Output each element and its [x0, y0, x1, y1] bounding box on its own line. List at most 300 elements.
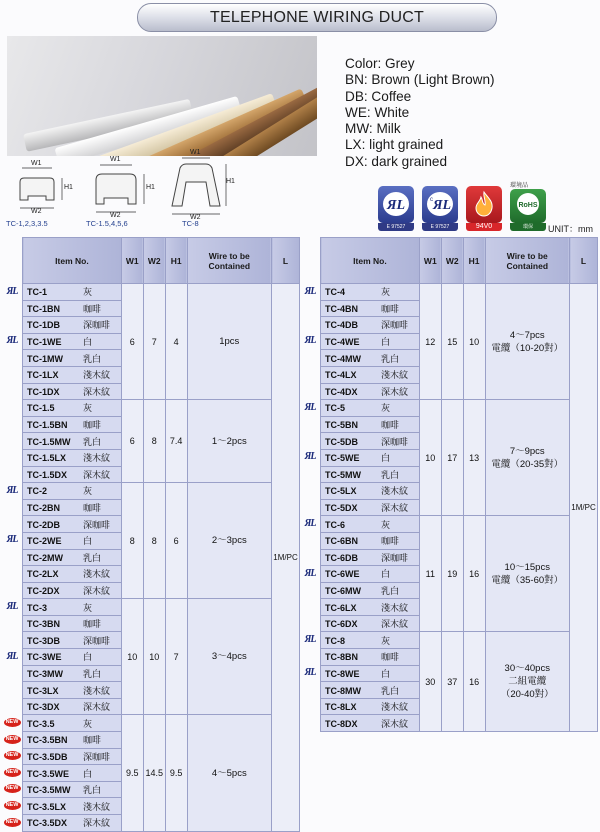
new-badge-icon: NEW [4, 768, 21, 777]
dim-h1-cell: 10 [463, 284, 485, 400]
item-color-name: 深木紋 [83, 818, 111, 829]
item-code: TC-6BN [325, 536, 358, 547]
color-legend-line: MW: Milk [345, 121, 401, 137]
wire-capacity-cell [485, 632, 569, 732]
item-code: TC-3.5DX [27, 818, 68, 829]
color-legend-line: LX: light grained [345, 137, 444, 153]
header-item-no: Item No. [23, 238, 122, 284]
rohs-icon [510, 189, 546, 223]
item-color-name: 乳白 [83, 552, 102, 563]
w2-label: W2 [31, 208, 42, 215]
item-code: TC-8LX [325, 702, 357, 713]
item-color-name: 灰 [381, 635, 391, 646]
rohs-top-label: 環境品 [510, 182, 529, 189]
item-code: TC-6MW [325, 585, 361, 596]
color-legend-line: Color: Grey [345, 56, 415, 71]
item-color-name: 深咖啡 [381, 436, 409, 447]
item-cell [321, 582, 420, 599]
header-w1: W1 [121, 238, 143, 284]
dim-w1-cell: 6 [121, 400, 143, 483]
wire-capacity-line: 30～40pcs [504, 663, 550, 675]
wire-capacity-line: 電纜（10-20對） [491, 342, 564, 354]
item-cell [23, 483, 122, 500]
item-color-name: 深木紋 [381, 386, 409, 397]
item-code: TC-1LX [27, 370, 59, 381]
item-code: TC-1 [27, 287, 47, 298]
item-code: TC-1.5MW [27, 436, 71, 447]
header-h1: H1 [463, 238, 485, 284]
dim-w1-cell: 11 [419, 516, 441, 632]
item-cell [321, 350, 420, 367]
item-code: TC-3.5MW [27, 785, 71, 796]
certification-marks [378, 182, 548, 232]
color-legend-line: DB: Coffee [345, 88, 412, 104]
table-row [23, 599, 300, 616]
svg-text:ЯL: ЯL [432, 198, 452, 213]
ul-listed-icon: ЯL [6, 650, 18, 662]
table-row [321, 400, 598, 417]
item-code: TC-2LX [27, 569, 59, 580]
diagram-label: TC-8 [182, 219, 199, 228]
item-cell [321, 632, 420, 649]
item-cell [23, 416, 122, 433]
unit-label: UNIT：mm [548, 224, 593, 234]
item-color-name: 淺木紋 [381, 370, 409, 381]
spec-table-right [320, 237, 598, 732]
ul-listed-icon: ЯL [304, 567, 316, 579]
item-code: TC-2WE [27, 536, 62, 547]
item-code: TC-8DX [325, 718, 358, 729]
page-title: TELEPHONE WIRING DUCT [137, 3, 497, 32]
item-color-name: 深木紋 [381, 619, 409, 630]
wire-capacity-line: 3～4pcs [211, 651, 247, 663]
wire-capacity-line: 1pcs [219, 336, 240, 348]
item-cell [23, 433, 122, 450]
item-color-name: 乳白 [83, 668, 102, 679]
item-color-name: 灰 [83, 718, 93, 729]
item-color-name: 深木紋 [381, 503, 409, 514]
new-badge-icon: NEW [4, 735, 21, 744]
item-code: TC-3 [27, 602, 47, 613]
header-item-no: Item No. [321, 238, 420, 284]
ul-cert-icon [378, 186, 414, 223]
wire-capacity-cell [187, 599, 271, 715]
item-code: TC-4DB [325, 320, 358, 331]
item-cell [321, 400, 420, 417]
item-color-name: 咖啡 [381, 420, 400, 431]
item-cell [23, 350, 122, 367]
ul-listed-icon: ЯL [304, 633, 316, 645]
item-color-name: 白 [83, 536, 93, 547]
item-color-name: 深木紋 [83, 469, 111, 480]
item-code: TC-6DX [325, 619, 358, 630]
color-legend-line: WE: White [345, 104, 410, 120]
item-color-name: 灰 [381, 403, 391, 414]
item-cell [321, 383, 420, 400]
item-color-name: 深咖啡 [381, 552, 409, 563]
item-color-name: 深木紋 [83, 386, 111, 397]
dim-h1-cell: 13 [463, 400, 485, 516]
item-code: TC-3.5 [27, 718, 55, 729]
item-color-name: 白 [381, 453, 391, 464]
item-color-name: 深咖啡 [381, 320, 409, 331]
item-color-name: 乳白 [381, 353, 400, 364]
diagram-tc-1-5 [86, 156, 158, 230]
item-cell [23, 400, 122, 417]
item-color-name: 白 [381, 337, 391, 348]
diagram-label: TC-1,2,3,3.5 [6, 219, 48, 228]
flame-rating-icon [466, 186, 502, 223]
item-color-name: 灰 [381, 519, 391, 530]
header-wire: Wire to be Contained [485, 238, 569, 284]
length-cell: 1M/PC [272, 284, 300, 832]
item-code: TC-8WE [325, 668, 360, 679]
item-color-name: 深木紋 [83, 702, 111, 713]
dim-h1-cell: 7.4 [165, 400, 187, 483]
cross-section-3 [160, 152, 235, 220]
header-w2: W2 [441, 238, 463, 284]
spec-table-left-body [23, 284, 300, 832]
flame-rating-label: 94V0 [466, 223, 502, 231]
ul-listed-icon: ЯL [6, 335, 18, 347]
item-color-name: 咖啡 [83, 303, 102, 314]
w1-label: W1 [110, 156, 121, 163]
item-color-name: 灰 [83, 602, 93, 613]
color-legend-line: DX: dark grained [345, 153, 448, 169]
item-color-name: 咖啡 [381, 652, 400, 663]
item-cell [23, 317, 122, 334]
item-cell [23, 449, 122, 466]
item-code: TC-4BN [325, 303, 358, 314]
item-cell [321, 483, 420, 500]
item-code: TC-5 [325, 403, 345, 414]
diagram-label: TC-1.5,4,5,6 [86, 219, 128, 228]
item-code: TC-3DX [27, 702, 60, 713]
dim-w1-cell: 8 [121, 483, 143, 599]
diagram-tc-8 [160, 149, 235, 230]
item-code: TC-1MW [27, 353, 63, 364]
spec-table-right-body [321, 284, 598, 732]
cul-cert-number: E 97527 [422, 223, 458, 231]
item-code: TC-8 [325, 635, 345, 646]
item-code: TC-8MW [325, 685, 361, 696]
item-code: TC-1DB [27, 320, 60, 331]
color-legend [345, 56, 495, 170]
dim-w2-cell: 14.5 [143, 715, 165, 831]
color-legend-line: BN: Brown (Light Brown) [345, 72, 495, 88]
item-code: TC-5BN [325, 420, 358, 431]
ul-listed-icon: ЯL [304, 667, 316, 679]
item-color-name: 咖啡 [83, 619, 102, 630]
svg-text:c: c [430, 197, 433, 203]
item-code: TC-3MW [27, 668, 63, 679]
wire-capacity-cell [187, 284, 271, 400]
item-color-name: 淺木紋 [83, 370, 111, 381]
item-cell [321, 665, 420, 682]
ul-listed-icon: ЯL [304, 451, 316, 463]
dim-h1-cell: 16 [463, 516, 485, 632]
item-color-name: 深咖啡 [83, 320, 111, 331]
item-color-name: 淺木紋 [83, 685, 111, 696]
item-cell [23, 732, 122, 749]
item-color-name: 咖啡 [83, 503, 102, 514]
wire-capacity-cell [485, 516, 569, 632]
item-code: TC-5LX [325, 486, 357, 497]
item-cell [321, 499, 420, 516]
svg-text:ЯL: ЯL [386, 198, 406, 213]
dim-h1-cell: 9.5 [165, 715, 187, 831]
table-row [23, 483, 300, 500]
rohs-sub-label: 環保 [510, 223, 546, 231]
item-color-name: 深木紋 [83, 585, 111, 596]
wire-capacity-cell [485, 400, 569, 516]
item-cell [23, 599, 122, 616]
item-color-name: 乳白 [83, 785, 102, 796]
ul-listed-icon: ЯL [304, 285, 316, 297]
item-cell [23, 665, 122, 682]
item-color-name: 乳白 [381, 469, 400, 480]
ul-listed-icon: ЯL [304, 335, 316, 347]
item-color-name: 灰 [83, 486, 93, 497]
item-cell [23, 333, 122, 350]
dim-w1-cell: 12 [419, 284, 441, 400]
item-code: TC-1BN [27, 303, 60, 314]
ul-listed-icon: ЯL [304, 517, 316, 529]
dim-h1-cell: 4 [165, 284, 187, 400]
item-cell [23, 682, 122, 699]
h1-label: H1 [226, 178, 235, 185]
new-badge-icon: NEW [4, 801, 21, 810]
item-cell [321, 549, 420, 566]
item-color-name: 深咖啡 [83, 751, 111, 762]
item-cell [23, 798, 122, 815]
product-photo [7, 36, 317, 156]
item-code: TC-3.5WE [27, 768, 70, 779]
item-cell [321, 300, 420, 317]
item-cell [321, 715, 420, 732]
dim-w1-cell: 30 [419, 632, 441, 732]
item-cell [23, 499, 122, 516]
ul-cert-number: E 97527 [378, 223, 414, 231]
item-code: TC-5MW [325, 469, 361, 480]
item-color-name: 白 [83, 768, 93, 779]
item-code: TC-5DB [325, 436, 358, 447]
item-code: TC-4 [325, 287, 345, 298]
item-cell [321, 433, 420, 450]
item-color-name: 灰 [83, 403, 93, 414]
item-code: TC-3LX [27, 685, 59, 696]
new-badge-icon: NEW [4, 818, 21, 827]
item-cell [23, 781, 122, 798]
wire-capacity-cell [485, 284, 569, 400]
item-color-name: 乳白 [83, 353, 102, 364]
header-wire: Wire to be Contained [187, 238, 271, 284]
item-code: TC-6LX [325, 602, 357, 613]
wire-capacity-line: 電纜（20-35對） [491, 458, 564, 470]
wire-capacity-line: 電纜（35-60對） [491, 574, 564, 586]
item-code: TC-4DX [325, 386, 358, 397]
item-cell [23, 284, 122, 301]
w2-label: W2 [190, 214, 201, 221]
item-code: TC-4WE [325, 337, 360, 348]
header-w2: W2 [143, 238, 165, 284]
item-code: TC-6WE [325, 569, 360, 580]
item-cell [321, 366, 420, 383]
item-code: TC-2BN [27, 503, 60, 514]
item-cell [23, 466, 122, 483]
item-code: TC-4LX [325, 370, 357, 381]
item-color-name: 白 [83, 652, 93, 663]
table-row [321, 284, 598, 301]
item-color-name: 白 [83, 337, 93, 348]
item-code: TC-3DB [27, 635, 60, 646]
header-h1: H1 [165, 238, 187, 284]
item-color-name: 淺木紋 [83, 453, 111, 464]
item-color-name: 淺木紋 [381, 486, 409, 497]
h1-label: H1 [146, 184, 155, 191]
table-row [23, 715, 300, 732]
wire-capacity-line: 1～2pcs [211, 435, 247, 447]
item-cell [23, 383, 122, 400]
table-row [23, 400, 300, 417]
dim-h1-cell: 16 [463, 632, 485, 732]
dim-w1-cell: 10 [121, 599, 143, 715]
item-cell [23, 698, 122, 715]
wire-capacity-line: 4～7pcs [509, 329, 545, 341]
item-color-name: 深木紋 [381, 718, 409, 729]
item-color-name: 乳白 [83, 436, 102, 447]
item-code: TC-8BN [325, 652, 358, 663]
dim-h1-cell: 6 [165, 483, 187, 599]
item-code: TC-5WE [325, 453, 360, 464]
ul-listed-icon: ЯL [6, 534, 18, 546]
wire-capacity-cell [187, 400, 271, 483]
item-code: TC-3.5DB [27, 751, 68, 762]
wire-capacity-cell [187, 715, 271, 831]
dim-h1-cell: 7 [165, 599, 187, 715]
wire-capacity-cell [187, 483, 271, 599]
w1-label: W1 [190, 149, 201, 156]
dim-w2-cell: 10 [143, 599, 165, 715]
ul-listed-icon: ЯL [6, 285, 18, 297]
item-code: TC-1.5BN [27, 420, 68, 431]
item-color-name: 灰 [381, 287, 391, 298]
w1-label: W1 [31, 160, 42, 167]
item-color-name: 深咖啡 [83, 635, 111, 646]
item-cell [23, 566, 122, 583]
item-cell [23, 649, 122, 666]
item-cell [321, 599, 420, 616]
dim-w2-cell: 8 [143, 400, 165, 483]
wire-capacity-line: 7～9pcs [509, 445, 545, 457]
item-color-name: 咖啡 [381, 536, 400, 547]
item-code: TC-3BN [27, 619, 60, 630]
item-color-name: 淺木紋 [83, 801, 111, 812]
cul-cert-icon [422, 186, 458, 223]
dim-w2-cell: 7 [143, 284, 165, 400]
item-cell [23, 632, 122, 649]
header-length: L [272, 238, 300, 284]
item-code: TC-1.5DX [27, 469, 68, 480]
item-cell [23, 765, 122, 782]
item-cell [23, 516, 122, 533]
wire-capacity-line: 4～5pcs [211, 767, 247, 779]
item-cell [321, 317, 420, 334]
item-color-name: 淺木紋 [83, 569, 111, 580]
item-code: TC-2MW [27, 552, 63, 563]
item-color-name: 乳白 [381, 585, 400, 596]
item-cell [23, 549, 122, 566]
dim-w1-cell: 9.5 [121, 715, 143, 831]
item-color-name: 咖啡 [381, 303, 400, 314]
item-code: TC-4MW [325, 353, 361, 364]
item-code: TC-2DX [27, 585, 60, 596]
item-cell [321, 333, 420, 350]
h1-label: H1 [64, 184, 73, 191]
table-row [321, 516, 598, 533]
new-badge-icon: NEW [4, 718, 21, 727]
item-cell [321, 416, 420, 433]
dim-w2-cell: 17 [441, 400, 463, 516]
item-cell [23, 715, 122, 732]
item-cell [23, 815, 122, 832]
item-code: TC-1WE [27, 337, 62, 348]
item-cell [321, 284, 420, 301]
item-cell [321, 615, 420, 632]
item-cell [321, 466, 420, 483]
item-code: TC-3WE [27, 652, 62, 663]
item-code: TC-1DX [27, 386, 60, 397]
item-cell [321, 516, 420, 533]
wire-capacity-line: 二組電纜 [508, 676, 547, 688]
item-code: TC-2DB [27, 519, 60, 530]
item-color-name: 咖啡 [83, 420, 102, 431]
wire-capacity-line: （20-40對） [500, 689, 554, 701]
item-cell [321, 649, 420, 666]
new-badge-icon: NEW [4, 751, 21, 760]
new-badge-icon: NEW [4, 784, 21, 793]
item-cell [321, 532, 420, 549]
spec-table-left [22, 237, 300, 832]
table-row [321, 632, 598, 649]
item-code: TC-3.5BN [27, 735, 68, 746]
item-cell [23, 748, 122, 765]
dim-w1-cell: 6 [121, 284, 143, 400]
item-cell [23, 582, 122, 599]
item-color-name: 白 [381, 668, 391, 679]
item-color-name: 灰 [83, 287, 93, 298]
dim-w2-cell: 37 [441, 632, 463, 732]
diagram-tc-1 [6, 160, 78, 230]
item-color-name: 淺木紋 [381, 602, 409, 613]
item-color-name: 深咖啡 [83, 519, 111, 530]
item-cell [321, 566, 420, 583]
item-code: TC-5DX [325, 503, 358, 514]
item-cell [23, 532, 122, 549]
w2-label: W2 [110, 212, 121, 219]
item-cell [23, 366, 122, 383]
item-cell [321, 698, 420, 715]
item-color-name: 乳白 [381, 685, 400, 696]
dim-w2-cell: 19 [441, 516, 463, 632]
header-length: L [570, 238, 598, 284]
item-code: TC-6 [325, 519, 345, 530]
item-code: TC-6DB [325, 552, 358, 563]
wire-capacity-line: 2～3pcs [211, 535, 247, 547]
dim-w2-cell: 15 [441, 284, 463, 400]
header-w1: W1 [419, 238, 441, 284]
length-cell: 1M/PC [570, 284, 598, 732]
